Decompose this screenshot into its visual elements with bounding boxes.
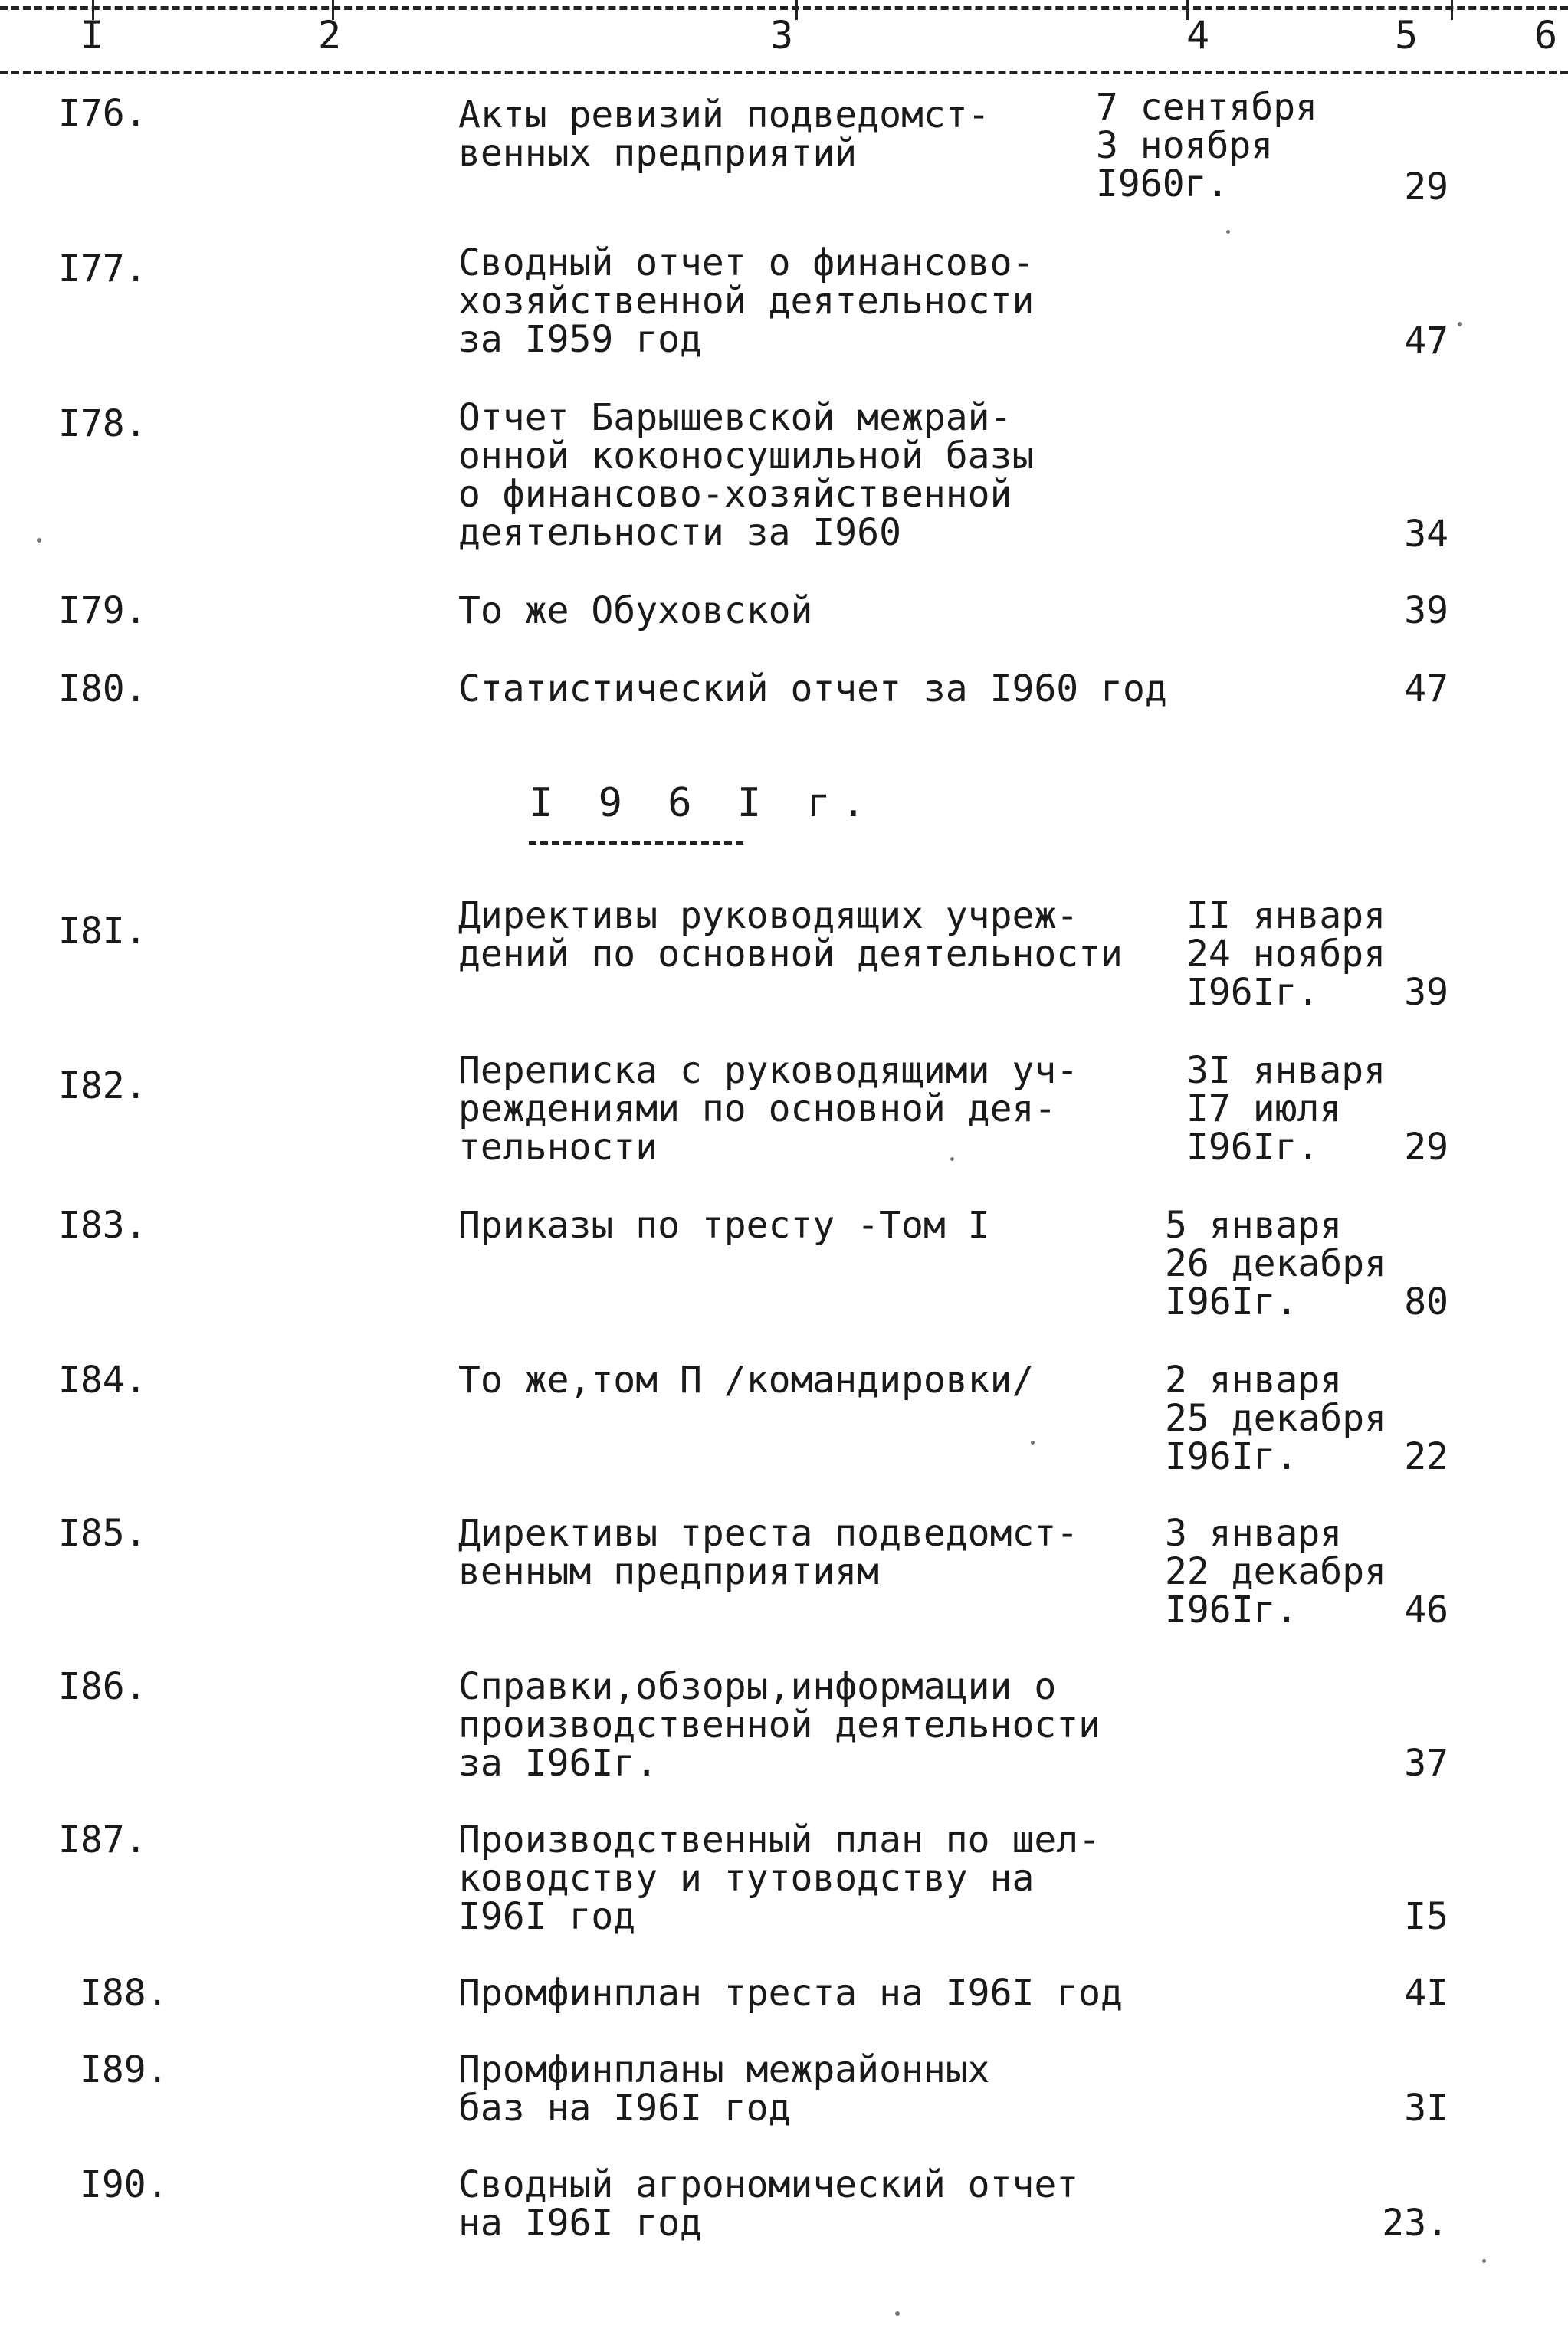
entry-number: I8I. [58, 910, 147, 953]
entry-number: I89. [80, 2048, 169, 2091]
entry-page-count: 80 [1404, 1281, 1448, 1323]
entry-date-range: 3I января I7 июля I96Iг. [1186, 1049, 1386, 1169]
entry-number: I78. [58, 402, 147, 445]
entry-page-count: 3I [1404, 2087, 1448, 2130]
entry-page-count: I5 [1404, 1895, 1448, 1938]
column-tick [795, 0, 798, 20]
column-tick [1451, 0, 1453, 20]
entry-title: То же Обуховской [458, 589, 813, 632]
entry-number: I79. [58, 589, 147, 632]
entry-title: Сводный агрономический отчет на I96I год [458, 2163, 1079, 2245]
entry-number: I82. [58, 1064, 147, 1107]
entry-title: Директивы треста подведомст- венным предприятиям [458, 1512, 1079, 1593]
scan-speck [895, 2311, 900, 2316]
entry-page-count: 47 [1404, 320, 1448, 362]
entry-title: Промфинплан треста на I96I год [458, 1972, 1123, 2015]
entry-page-count: 34 [1404, 513, 1448, 556]
entry-date-range: 5 января 26 декабря I96Iг. [1165, 1204, 1386, 1323]
entry-page-count: 37 [1404, 1742, 1448, 1785]
header-rule-bottom [0, 71, 1568, 74]
entry-page-count: 39 [1404, 971, 1448, 1014]
entry-page-count: 22 [1404, 1435, 1448, 1478]
entry-number: I88. [80, 1972, 169, 2015]
column-number-6: 6 [1534, 13, 1558, 57]
entry-date-range: 3 января 22 декабря I96Iг. [1165, 1512, 1386, 1631]
entry-number: I77. [58, 248, 147, 290]
entry-title: Акты ревизий подведомст- венных предприятий [458, 93, 990, 175]
scan-speck [37, 538, 41, 543]
entry-date-range: II января 24 ноября I96Iг. [1186, 894, 1386, 1014]
column-number-3: 3 [770, 13, 794, 57]
entry-page-count: 23. [1382, 2202, 1448, 2245]
entry-number: I76. [58, 92, 147, 135]
entry-title: Промфинпланы межрайонных баз на I96I год [458, 2048, 990, 2130]
entry-title: Приказы по тресту -Том I [458, 1204, 990, 1247]
entry-title: Директивы руководящих учреж- дений по основной деятельности [458, 894, 1123, 976]
column-number-1: I [80, 13, 104, 57]
year-heading: I 9 6 I г. [529, 780, 877, 826]
entry-title: Производственный план по шел- ководству и тутоводству на I96I год [458, 1818, 1101, 1938]
year-heading-underline [529, 841, 743, 845]
scan-speck [950, 1157, 954, 1161]
column-number-5: 5 [1395, 13, 1419, 57]
entry-page-count: 29 [1404, 1126, 1448, 1169]
header-rule-top [0, 6, 1568, 10]
scan-speck [1458, 322, 1462, 326]
entry-date-range: 7 сентября 3 ноября I960г. [1096, 86, 1317, 205]
column-number-4: 4 [1186, 13, 1210, 57]
entry-title: Справки,обзоры,информации о производственной деятельности за I96Iг. [458, 1665, 1101, 1785]
entry-page-count: 46 [1404, 1589, 1448, 1631]
column-number-2: 2 [318, 13, 342, 57]
entry-number: I83. [58, 1204, 147, 1247]
entry-title: То же,том П /командировки/ [458, 1359, 1035, 1402]
scan-speck [1031, 1441, 1035, 1445]
entry-page-count: 4I [1404, 1972, 1448, 2015]
entry-title: Переписка с руководящими уч- реждениями по основной дея- тельности [458, 1049, 1079, 1169]
entry-number: I87. [58, 1818, 147, 1861]
entry-title: Сводный отчет о финансово- хозяйственной деятельности за I959 год [458, 241, 1035, 361]
entry-page-count: 39 [1404, 589, 1448, 632]
entry-date-range: 2 января 25 декабря I96Iг. [1165, 1359, 1386, 1478]
entry-number: I85. [58, 1512, 147, 1555]
scan-speck [1482, 2259, 1486, 2263]
entry-page-count: 47 [1404, 667, 1448, 710]
entry-number: I86. [58, 1665, 147, 1708]
entry-number: I80. [58, 667, 147, 710]
entry-number: I90. [80, 2163, 169, 2206]
scan-speck [1226, 230, 1230, 234]
entry-title: Отчет Барышевской межрай- онной коконосушильной базы о финансово-хозяйственной деятельности за I960 [458, 396, 1035, 554]
entry-page-count: 29 [1404, 166, 1448, 208]
entry-title: Статистический отчет за I960 год [458, 667, 1167, 710]
entry-number: I84. [58, 1359, 147, 1402]
